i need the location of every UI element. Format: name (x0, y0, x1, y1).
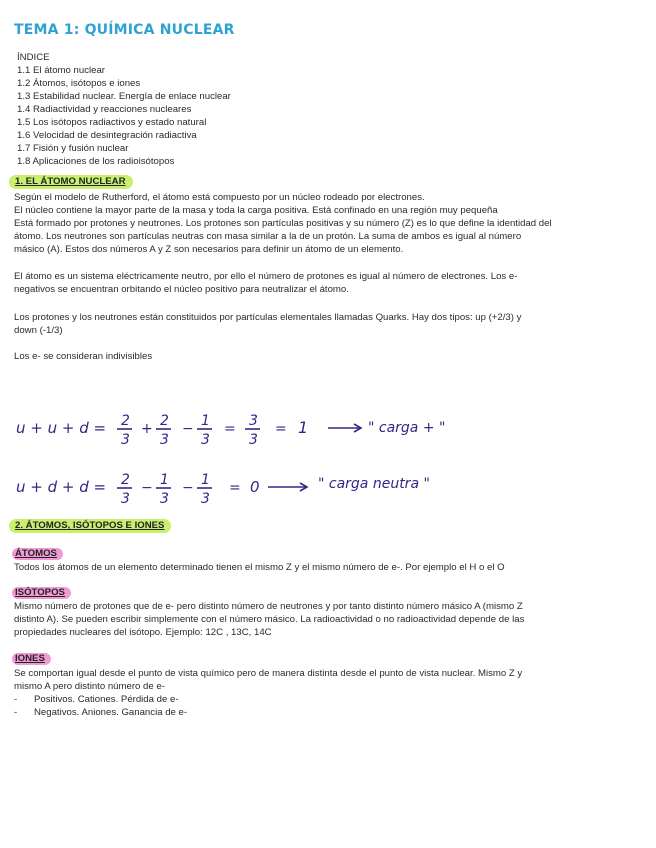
arrow-right-icon (268, 483, 307, 491)
fraction-denominator: 3 (201, 432, 210, 448)
fraction-denominator: 3 (160, 432, 169, 448)
bullet-dash: - (14, 707, 18, 718)
arrow-right-icon (328, 424, 361, 432)
text-line: Se comportan igual desde el punto de vista químico pero de manera distinta desde el punto de vista nuclear. Mismo Z y (14, 668, 523, 679)
fraction-numerator: 1 (160, 472, 169, 488)
text-line: down (-1/3) (14, 325, 63, 336)
text-line: átomo. Los neutrones son partículas neutras con masa similar a la de un protón. La suma de ambos es igual al número (14, 231, 522, 242)
fraction-denominator: 3 (121, 491, 130, 507)
toc-item: 1.5 Los isótopos radiactivos y estado natural (17, 117, 207, 128)
text-line: Según el modelo de Rutherford, el átomo está compuesto por un núcleo rodeado por electrones. (14, 192, 425, 203)
text-line: El núcleo contiene la mayor parte de la masa y toda la carga positiva. Está confinado en una región muy pequeña (14, 205, 498, 216)
toc-heading: ÍNDICE (17, 52, 50, 63)
section-1-paragraph-1 (14, 191, 552, 256)
atomos-text: Todos los átomos de un elemento determinado tienen el mismo Z y el mismo número de e-. Por ejemplo el H o el O (14, 562, 505, 573)
equation-up-up-down (16, 413, 445, 448)
equation-lhs: u + u + d = (16, 419, 107, 437)
handwritten-equations (0, 395, 656, 515)
equals-sign: = (224, 421, 236, 437)
bullet-dash: - (14, 694, 18, 705)
table-of-contents (17, 51, 231, 168)
equation-up-down-down (16, 472, 430, 507)
text-line: mismo A pero distinto número de e- (14, 681, 165, 692)
toc-item: 1.4 Radiactividad y reacciones nucleares (17, 104, 192, 115)
atomos-label: ÁTOMOS (12, 548, 63, 560)
text-line: másico (A). Estos dos números A y Z son necesarios para definir un átomo de un elemento. (14, 244, 404, 255)
fraction-numerator: 2 (121, 413, 130, 429)
text-line: propiedades nucleares del isótopo. Ejemplo: 12C , 13C, 14C (14, 627, 272, 638)
toc-item: 1.2 Átomos, isótopos e iones (17, 78, 141, 89)
charge-note: " carga neutra " (318, 476, 430, 492)
fraction-numerator: 3 (249, 413, 258, 429)
charge-note: " carga + " (368, 420, 446, 436)
fraction-denominator: 3 (249, 432, 258, 448)
fraction-denominator: 3 (160, 491, 169, 507)
equals-sign: = (229, 480, 241, 496)
fraction-numerator: 1 (201, 413, 210, 429)
text-line: distinto A). Se pueden escribir simplemente con el número másico. La radioactividad o no radioactividad depende de las (14, 614, 525, 625)
equals-sign: = (275, 421, 287, 437)
toc-item: 1.8 Aplicaciones de los radioisótopos (17, 156, 175, 167)
list-item (14, 706, 522, 719)
toc-item: 1.6 Velocidad de desintegración radiactiva (17, 130, 197, 141)
section-1-paragraph-3 (14, 311, 521, 337)
text-line: Los protones y los neutrones están constituidos por partículas elementales llamadas Quarks. Hay dos tipos: up (+2/3) y (14, 312, 522, 323)
toc-item: 1.1 El átomo nuclear (17, 65, 105, 76)
page-title: TEMA 1: QUÍMICA NUCLEAR (14, 22, 235, 38)
text-line: El átomo es un sistema eléctricamente neutro, por ello el número de protones es igual al número de electrones. Los e- (14, 271, 518, 282)
operator: − (141, 480, 153, 496)
fraction-numerator: 2 (121, 472, 130, 488)
section-1-paragraph-4: Los e- se consideran indivisibles (14, 351, 153, 362)
fraction-denominator: 3 (121, 432, 130, 448)
operator: − (182, 421, 194, 437)
section-1-paragraph-2 (14, 270, 517, 296)
fraction-numerator: 1 (201, 472, 210, 488)
text-line: Mismo número de protones que de e- pero distinto número de neutrones y por tanto distinto número másico A (mismo Z (14, 601, 523, 612)
toc-item: 1.7 Fisión y fusión nuclear (17, 143, 129, 154)
toc-item: 1.3 Estabilidad nuclear. Energía de enlace nuclear (17, 91, 231, 102)
fraction-numerator: 2 (160, 413, 169, 429)
equation-lhs: u + d + d = (16, 478, 107, 496)
isotopos-text (14, 600, 524, 639)
bullet-text: Positivos. Cationes. Pérdida de e- (34, 694, 179, 705)
section-1-heading: 1. EL ÁTOMO NUCLEAR (9, 175, 133, 189)
bullet-text: Negativos. Aniones. Ganancia de e- (34, 707, 188, 718)
operator: + (141, 421, 153, 437)
iones-label: IONES (12, 653, 51, 665)
section-2-heading: 2. ÁTOMOS, ISÓTOPOS E IONES (9, 519, 171, 533)
text-line: negativos se encuentran orbitando el núcleo positivo para neutralizar el átomo. (14, 284, 349, 295)
equation-result: 0 (250, 478, 260, 496)
text-line: Está formado por protones y neutrones. Los protones son partículas positivas y su número (Z) es lo que define la identidad del (14, 218, 552, 229)
iones-text (14, 667, 522, 719)
equation-result: 1 (298, 418, 309, 437)
fraction-denominator: 3 (201, 491, 210, 507)
list-item (14, 693, 522, 706)
isotopos-label: ISÓTOPOS (12, 587, 71, 599)
operator: − (182, 480, 194, 496)
